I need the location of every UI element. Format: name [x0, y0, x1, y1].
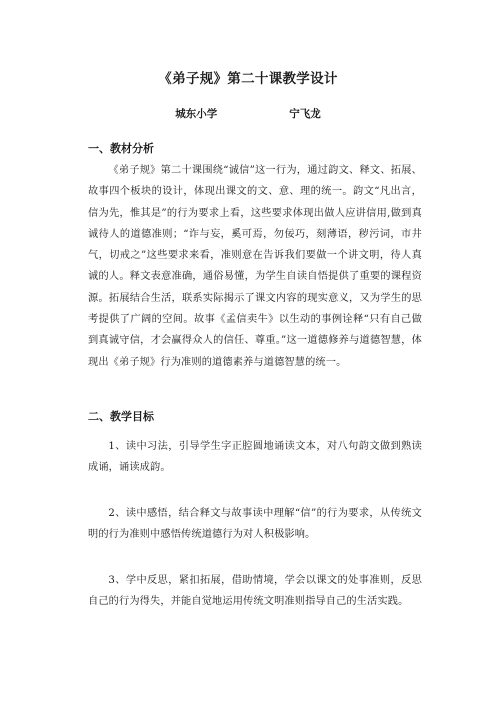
section-heading-objectives: 二、教学目标: [88, 410, 154, 423]
analysis-paragraph: 《弟子规》第二十课围绕“诚信”这一行为，通过韵文、释文、拓展、故事四个板块的设计，体现出课文的文、意、理的统一。韵文“凡出言，信为先，惟其是”的行为要求上看，这些要求体现出做人应讲信用,做到真诚待人的道德准则；“诈与妄，奚可焉，勿佞巧，刻薄语，秽污词，市井气，切戒之”这些要求来看，准则意在告诉我们要做一个讲文明，待人真诚的人。释文表意准确，通俗易懂，为学生自读自悟提供了重要的课程资源。拓展结合生活，联系实际揭示了课文内容的现实意义，又为学生的思考提供了广阔的空间。故事《孟信卖牛》以生动的事例诠释“只有自己做到真诚守信，才会赢得众人的信任、尊重。”这一道德修养与道德智慧，体现出《弟子规》行为准则的道德素养与道德智慧的统一。: [88, 165, 422, 368]
byline: [0, 106, 496, 121]
document-title: 《弟子规》第二十课教学设计: [158, 71, 338, 87]
section-heading-analysis: 一、教材分析: [88, 142, 154, 155]
author-name: 宁飞龙: [289, 108, 321, 120]
objective-item-3: 3、学中反思，紧扣拓展，借助情境，学会以课文的处事准则，反思自己的行为得失，并能自觉地运用传统文明准则指导自己的生活实践。: [88, 575, 422, 608]
objective-item-1: 1、读中习法，引导学生字正腔圆地诵读文本，对八句韵文做到熟读成诵，诵读成韵。: [88, 441, 422, 474]
school-name: 城东小学: [175, 108, 218, 120]
objective-item-2: 2、读中感悟，结合释文与故事读中理解“信”的行为要求，从传统文明的行为准则中感悟传统道德行为对人积极影响。: [88, 508, 422, 541]
